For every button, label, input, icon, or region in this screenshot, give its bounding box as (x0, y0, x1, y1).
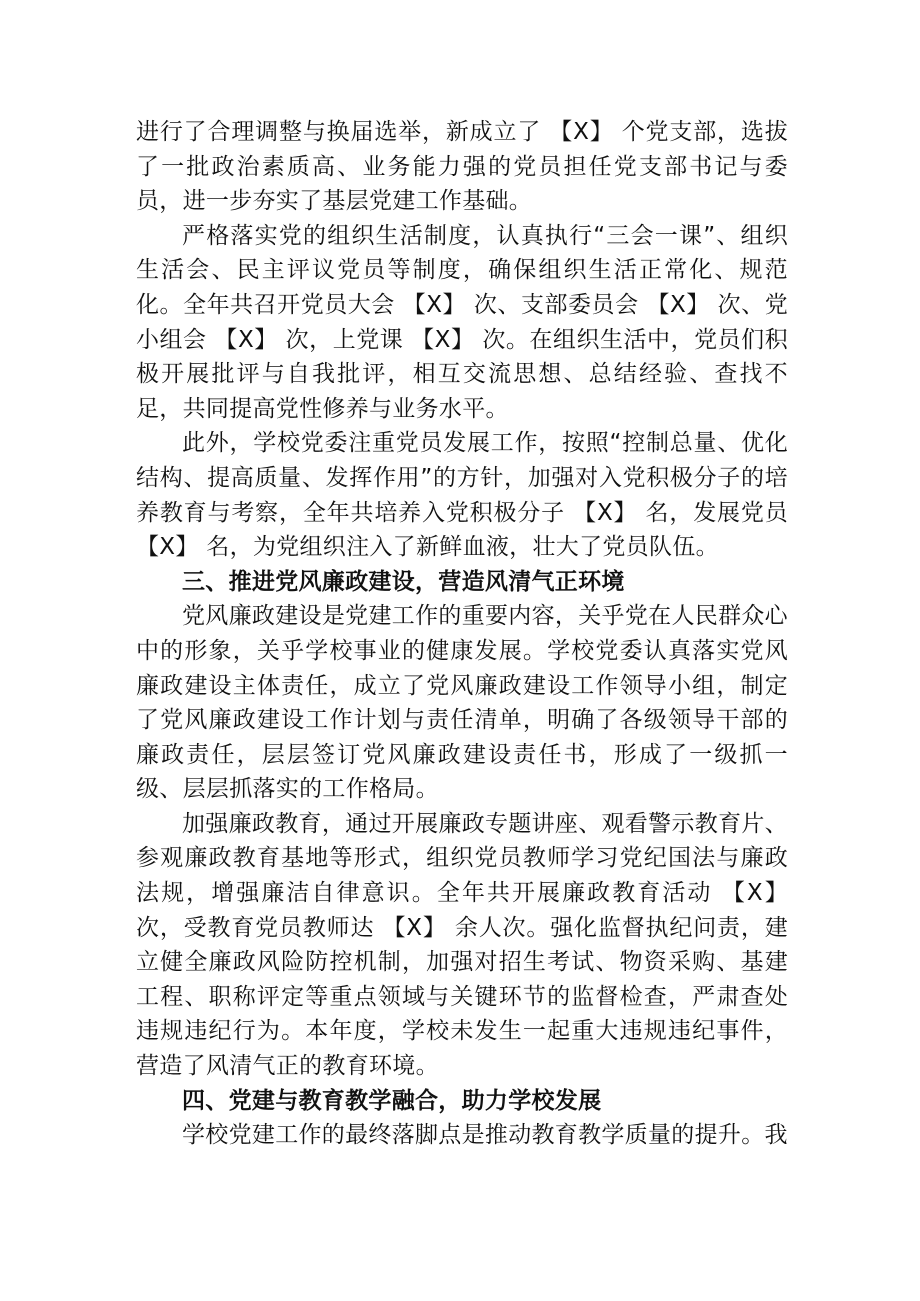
paragraph-teaching-integration: 学校党建工作的最终落脚点是推动教育教学质量的提升。我 (182, 1122, 788, 1149)
document-page (136, 115, 788, 1153)
paragraph-member-development: 此外，学校党委注重党员发展工作，按照“控制总量、优化结构、提高质量、发挥作用”的方针，加强对入党积极分子的培养教育与考察，全年共培养入党积极分子 【X】 名，发展党员 【X】 名，为党组织注入了新鲜血液，壮大了党员队伍。 (136, 430, 788, 561)
paragraph-integrity-education: 加强廉政教育，通过开展廉政专题讲座、观看警示教育片、参观廉政教育基地等形式，组织党员教师学习党纪国法与廉政法规，增强廉洁自律意识。全年共开展廉政教育活动 【X】 次，受教育党员教师达 【X】 余人次。强化监督执纪问责，建立健全廉政风险防控机制，加强对招生考试、物资采购、基建工程、职称评定等重点领域与关键环节的监督检查，严肃查处违规违纪行为。本年度，学校未发生一起重大违规违纪事件，营造了风清气正的教育环境。 (136, 810, 788, 1080)
section-heading-4: 四、党建与教育教学融合，助力学校发展 (182, 1087, 602, 1114)
paragraph-organization-life: 严格落实党的组织生活制度，认真执行“三会一课”、组织生活会、民主评议党员等制度，确保组织生活正常化、规范化。全年共召开党员大会 【X】 次、支部委员会 【X】 次、党小组会 【X】 次，上党课 【X】 次。在组织生活中，党员们积极开展批评与自我批评，相互交流思想、总结经验、查找不足，共同提高党性修养与业务水平。 (136, 222, 788, 422)
paragraph-integrity-responsibility: 党风廉政建设是党建工作的重要内容，关乎党在人民群众心中的形象，关乎学校事业的健康发展。学校党委认真落实党风廉政建设主体责任，成立了党风廉政建设工作领导小组，制定了党风廉政建设工作计划与责任清单，明确了各级领导干部的廉政责任，层层签订党风廉政建设责任书，形成了一级抓一级、层层抓落实的工作格局。 (136, 603, 788, 803)
section-heading-3: 三、推进党风廉政建设，营造风清气正环境 (182, 568, 625, 595)
paragraph-continuation: 进行了合理调整与换届选举，新成立了 【X】 个党支部，选拔了一批政治素质高、业务能力强的党员担任党支部书记与委员，进一步夯实了基层党建工作基础。 (136, 119, 788, 215)
